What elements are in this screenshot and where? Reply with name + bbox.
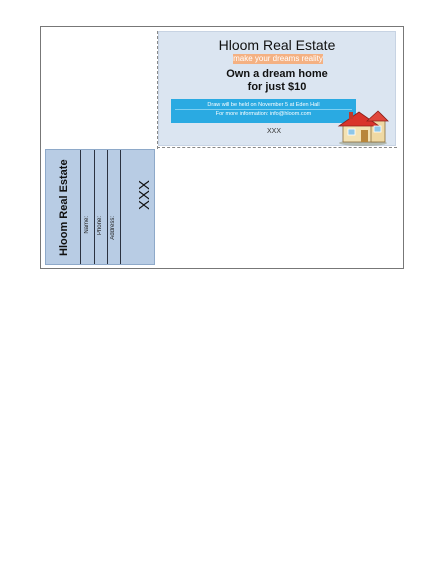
address-field: Address:	[110, 216, 116, 240]
tagline: make your dreams reality	[233, 54, 323, 63]
phone-field: Phone:	[97, 216, 103, 236]
stub-rule	[120, 150, 121, 264]
name-field: Name:	[84, 216, 90, 234]
ticket-sheet	[40, 26, 404, 269]
stub-rule	[107, 150, 108, 264]
stub-rule	[94, 150, 95, 264]
offer-line-2: for just $10	[247, 81, 307, 93]
draw-info: Draw will be held on November 5 at Eden Hall	[207, 102, 320, 108]
stub-ticket-number: XXX	[136, 180, 153, 211]
band-divider	[175, 109, 352, 110]
stub-rule	[80, 150, 81, 264]
stub-company-name: Hloom Real Estate	[58, 159, 70, 256]
raffle-ticket	[158, 31, 396, 146]
ticket-number: XXX	[267, 128, 282, 135]
company-name: Hloom Real Estate	[218, 37, 336, 53]
offer-line-1: Own a dream home	[226, 68, 328, 80]
contact-info: For more information: info@hloom.com	[215, 111, 312, 117]
house-icon	[337, 106, 389, 146]
offer-text	[159, 68, 395, 94]
cut-line-horizontal	[157, 147, 397, 148]
ticket-stub	[45, 149, 155, 265]
info-band	[171, 99, 356, 123]
